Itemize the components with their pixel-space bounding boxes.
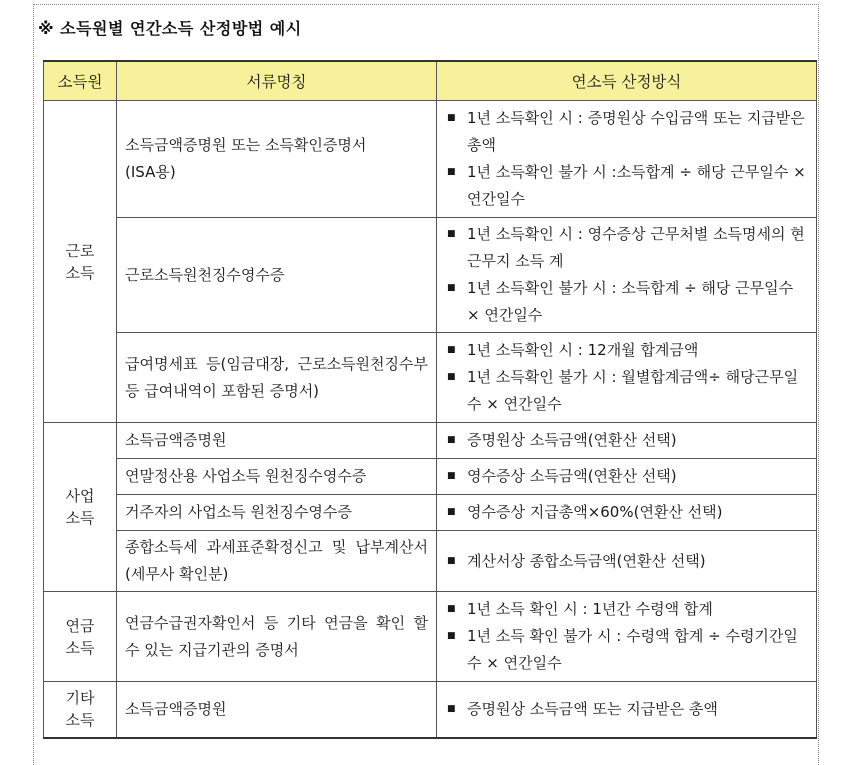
income-method-table — [43, 60, 817, 739]
page-title: ※ 소득원별 연간소득 산정방법 예시 — [38, 19, 302, 38]
table-header-row — [44, 61, 817, 101]
table-row — [44, 459, 817, 495]
document-name: 종합소득세 과세표준확정신고 및 납부계산서(세무사 확인분) — [125, 538, 428, 583]
table-row — [44, 682, 817, 738]
document-name: 급여명세표 등(임금대장, 근로소득원천징수부 등 급여내역이 포함된 증명서) — [125, 354, 428, 400]
calculation-item: ■ 증명원상 소득금액 또는 지급받은 총액 — [445, 696, 808, 723]
category-label: 기타 — [65, 689, 95, 708]
document-cell — [117, 592, 437, 682]
calculation-item: ■ 1년 소득확인 시 : 증명원상 수입금액 또는 지급받은 총액 — [445, 105, 808, 159]
calculation-item: ■ 증명원상 소득금액(연환산 선택) — [445, 427, 808, 454]
calculation-list — [445, 105, 808, 213]
calculation-list — [445, 499, 808, 526]
document-name: 연금수급권자확인서 등 기타 연금을 확인 할 수 있는 지급기관의 증명서 — [125, 613, 428, 659]
calculation-cell — [437, 495, 817, 531]
calculation-item: ■ 1년 소득확인 불가 시 :소득합계 ÷ 해당 근무일수 × 연간일수 — [445, 159, 808, 213]
calculation-item: ■ 1년 소득확인 불가 시 : 소득합계 ÷ 해당 근무일수 × 연간일수 — [445, 275, 808, 329]
header-document-name: 서류명칭 — [117, 61, 437, 101]
document-cell — [117, 459, 437, 495]
calculation-item: ■ 영수증상 소득금액(연환산 선택) — [445, 463, 808, 490]
table-row — [44, 495, 817, 531]
document-cell — [117, 682, 437, 738]
document-name: 소득금액증명원 — [125, 431, 227, 449]
category-label: 소득 — [65, 711, 95, 730]
category-label: 사업 — [65, 487, 95, 505]
calculation-cell — [437, 218, 817, 333]
calculation-cell — [437, 423, 817, 459]
document-name: (ISA용) — [125, 163, 176, 181]
category-cell — [44, 423, 117, 592]
document-name: 근로소득원천징수영수증 — [125, 265, 285, 284]
calculation-cell — [437, 459, 817, 495]
calculation-item: ■ 계산서상 종합소득금액(연환산 선택) — [445, 548, 808, 575]
document-cell — [117, 495, 437, 531]
document-name: 연말정산용 사업소득 원천징수영수증 — [125, 467, 367, 485]
calculation-list — [445, 696, 808, 723]
category-label: 연금 — [65, 616, 95, 635]
document-cell — [117, 531, 437, 592]
document-name: 거주자의 사업소득 원천징수영수증 — [125, 503, 352, 521]
document-name: 소득금액증명원 또는 소득확인증명서 — [125, 136, 367, 154]
calculation-list — [445, 337, 808, 418]
calculation-list — [445, 221, 808, 329]
header-income-source: 소득원 — [44, 61, 117, 101]
header-calculation-method: 연소득 산정방식 — [437, 61, 817, 101]
calculation-item: ■ 영수증상 지급총액×60%(연환산 선택) — [445, 499, 808, 526]
calculation-list — [445, 548, 808, 575]
calculation-item: ■ 1년 소득확인 시 : 12개월 합계금액 — [445, 337, 808, 364]
category-label: 소득 — [65, 509, 95, 527]
table-body — [44, 101, 817, 738]
table-row — [44, 333, 817, 423]
calculation-cell — [437, 333, 817, 423]
category-label: 소득 — [65, 263, 95, 282]
category-label: 소득 — [65, 638, 95, 657]
table-row — [44, 531, 817, 592]
table-row — [44, 218, 817, 333]
calculation-item: ■ 1년 소득 확인 불가 시 : 수령액 합계 ÷ 수령기간일수 × 연간일수 — [445, 623, 808, 677]
document-cell — [117, 101, 437, 218]
calculation-item: ■ 1년 소득확인 불가 시 : 월별합계금액÷ 해당근무일수 × 연간일수 — [445, 364, 808, 418]
document-cell — [117, 423, 437, 459]
document-name: 소득금액증명원 — [125, 699, 227, 718]
calculation-list — [445, 596, 808, 677]
calculation-item: ■ 1년 소득 확인 시 : 1년간 수령액 합계 — [445, 596, 808, 623]
document-cell — [117, 218, 437, 333]
table-row — [44, 423, 817, 459]
table-row — [44, 101, 817, 218]
category-cell — [44, 682, 117, 738]
category-label: 근로 — [65, 241, 95, 260]
calculation-cell — [437, 592, 817, 682]
category-cell — [44, 592, 117, 682]
calculation-cell — [437, 682, 817, 738]
calculation-list — [445, 463, 808, 490]
calculation-cell — [437, 531, 817, 592]
calculation-cell — [437, 101, 817, 218]
calculation-list — [445, 427, 808, 454]
document-cell — [117, 333, 437, 423]
table-row — [44, 592, 817, 682]
category-cell — [44, 101, 117, 423]
calculation-item: ■ 1년 소득확인 시 : 영수증상 근무처별 소득명세의 현근무지 소득 계 — [445, 221, 808, 275]
